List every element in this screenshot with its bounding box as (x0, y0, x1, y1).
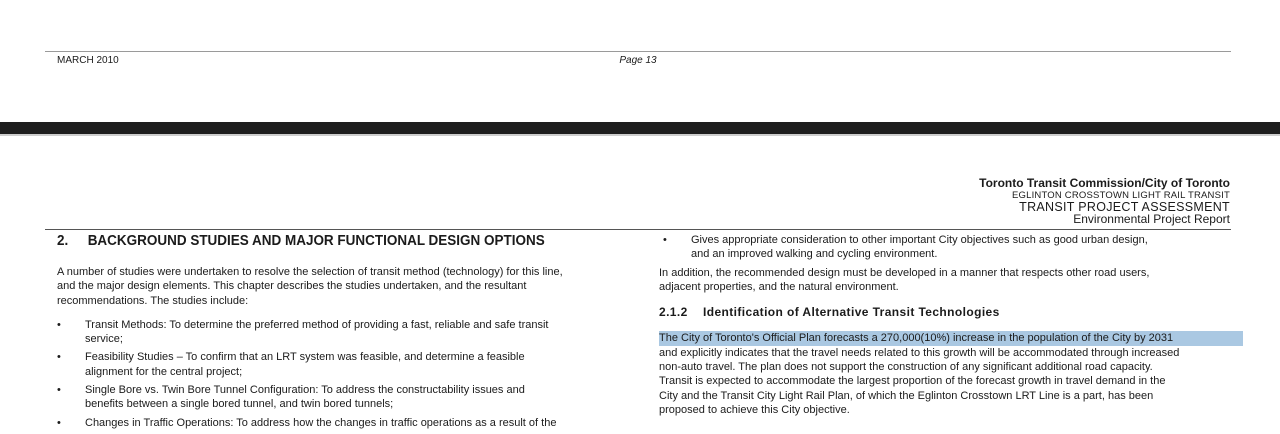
list-item (57, 350, 635, 379)
list-item (57, 383, 635, 412)
header-organization: Toronto Transit Commission/City of Toronto (979, 176, 1230, 190)
studies-bullet-list (57, 318, 635, 430)
list-item-text: Gives appropriate consideration to other important City objectives such as good urban design, and an improved walking and cycling environment. (691, 234, 1148, 261)
list-item (57, 318, 635, 347)
list-item (57, 416, 635, 430)
list-item-text: Changes in Traffic Operations: To address how the changes in traffic operations as a result of the (85, 416, 557, 429)
list-item-text: Feasibility Studies – To confirm that an LRT system was feasible, and determine a feasible alignment for the central project; (85, 351, 525, 378)
header-project-name: EGLINTON CROSSTOWN LIGHT RAIL TRANSIT (1011, 190, 1230, 201)
subsection-title: Identification of Alternative Transit Technologies (703, 305, 1000, 320)
right-column (659, 233, 1243, 417)
body-paragraph (659, 331, 1243, 417)
bullet-marker: • (663, 234, 667, 246)
header-assessment-title: TRANSIT PROJECT ASSESSMENT (1019, 200, 1230, 214)
header-report-title: Environmental Project Report (1073, 212, 1230, 226)
footer-date: MARCH 2010 (57, 55, 119, 66)
list-item-text: Transit Methods: To determine the preferred method of providing a fast, reliable and safe transit service; (85, 318, 549, 346)
header-rule (45, 229, 1231, 230)
bullet-marker: • (57, 351, 61, 364)
bullet-marker: • (57, 384, 61, 397)
subsection-number: 2.1.2 (659, 305, 688, 320)
footer-page-number: Page 13 (619, 55, 657, 66)
bullet-marker: • (57, 318, 61, 331)
section-title: BACKGROUND STUDIES AND MAJOR FUNCTIONAL DESIGN OPTIONS (87, 233, 545, 249)
body-paragraph: In addition, the recommended design must be developed in a manner that respects other road users, adjacent properties, and the natural environment. (659, 266, 1150, 293)
page-divider-bar (0, 122, 1280, 136)
intro-paragraph: A number of studies were undertaken to resolve the selection of transit method (technology) for this line, and the major design elements. This chapter describes the studies undertaken, and the resultant recommendations. The studies include: (57, 266, 563, 307)
highlighted-text-selection[interactable]: The City of Toronto's Official Plan forecasts a 270,000(10%) increase in the population of the City by 2031 (659, 331, 1243, 346)
list-item (659, 233, 1243, 262)
section-heading (57, 233, 595, 250)
previous-page-footer (45, 55, 1231, 67)
bullet-marker: • (57, 416, 61, 429)
page-footer-rule (45, 51, 1231, 52)
left-column (57, 233, 635, 434)
list-item-text: Single Bore vs. Twin Bore Tunnel Configuration: To address the constructability issues and benefits between a single bored tunnel, and twin bored tunnels; (85, 384, 525, 411)
section-number: 2. (57, 233, 69, 249)
paragraph-continuation: and explicitly indicates that the travel needs related to this growth will be accommodated through increased non-auto travel. The plan does not support the construction of any significant additional road capacity. Transit is expected to accommodate the largest proportion of the forecast growth in travel demand in the City and the Transit City Light Rail Plan, of which the Eglinton Crosstown LRT Line is a part, has been proposed to achieve this City objective. (659, 346, 1180, 416)
document-header (979, 177, 1230, 226)
subsection-heading (659, 305, 1243, 320)
